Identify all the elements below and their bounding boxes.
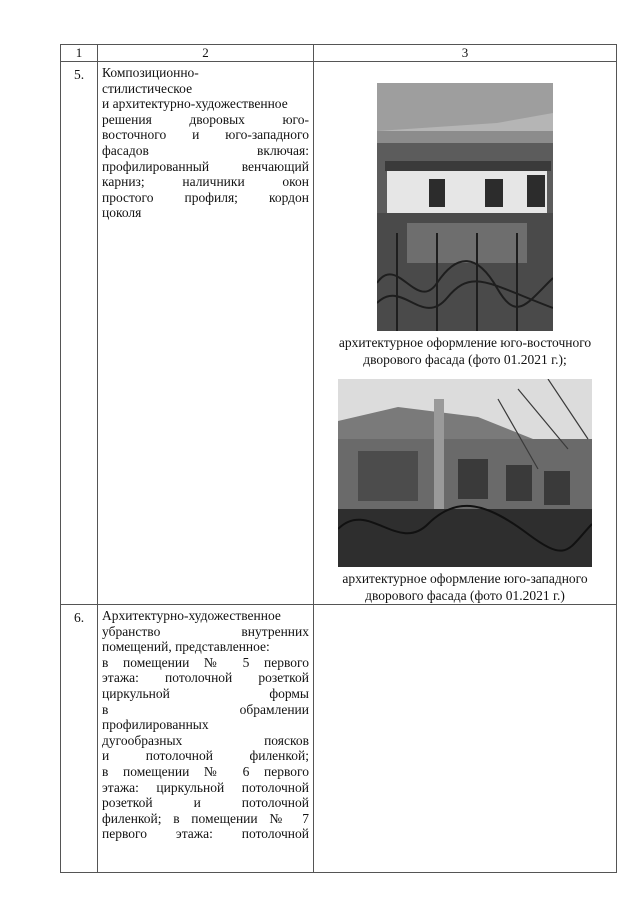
desc-line: фасадов включая: (102, 142, 309, 158)
desc-line: в обрамлении (102, 701, 309, 717)
row-description (98, 605, 314, 873)
desc-line: цоколя (102, 205, 142, 221)
desc-line: в помещении № 5 первого (102, 654, 309, 670)
header-col-1: 1 (61, 45, 98, 62)
desc-line: и потолочной филенкой; (102, 748, 309, 764)
desc-line: филенкой; в помещении № 7 (102, 810, 309, 826)
desc-line: убранство внутренних (102, 623, 309, 639)
desc-line: решения дворовых юго- (102, 111, 309, 127)
desc-line: Композиционно- (102, 65, 199, 80)
southeast-facade-photo (377, 83, 553, 331)
desc-line: стилистическое (102, 80, 193, 96)
table-row (61, 605, 617, 873)
desc-line: первого этажа: потолочной (102, 826, 309, 842)
row-photos-empty (314, 605, 617, 873)
desc-line: профилированных (102, 717, 209, 733)
table-row (61, 62, 617, 605)
desc-line: этажа: потолочной розеткой (102, 670, 309, 686)
photo-caption-southeast: архитектурное оформление юго-восточного дворового фасада (фото 01.2021 г.); (338, 335, 592, 367)
desc-line: розеткой и потолочной (102, 795, 309, 811)
desc-line: этажа: циркульной потолочной (102, 779, 309, 795)
desc-line: помещений, представленное: (102, 639, 270, 655)
row-description (98, 62, 314, 605)
desc-line: восточного и юго-западного (102, 127, 309, 143)
row-number: 5. (61, 62, 98, 605)
photo-caption-southwest: архитектурное оформление юго-западного дворового фасада (фото 01.2021 г.) (342, 571, 588, 603)
desc-line: и архитектурно-художественное (102, 96, 288, 112)
desc-line: дугообразных поясков (102, 732, 309, 748)
heritage-table (60, 44, 617, 873)
desc-line: простого профиля; кордон (102, 189, 309, 205)
table-header-row (61, 45, 617, 62)
desc-line: профилированный венчающий (102, 158, 309, 174)
desc-line: Архитектурно-художественное (102, 608, 281, 623)
desc-line: карниз; наличники окон (102, 174, 309, 190)
row-photos (314, 62, 617, 605)
southwest-facade-photo (338, 379, 592, 567)
desc-line: циркульной формы (102, 685, 309, 701)
header-col-2: 2 (98, 45, 314, 62)
desc-line: в помещении № 6 первого (102, 763, 309, 779)
row-number: 6. (61, 605, 98, 873)
header-col-3: 3 (314, 45, 617, 62)
